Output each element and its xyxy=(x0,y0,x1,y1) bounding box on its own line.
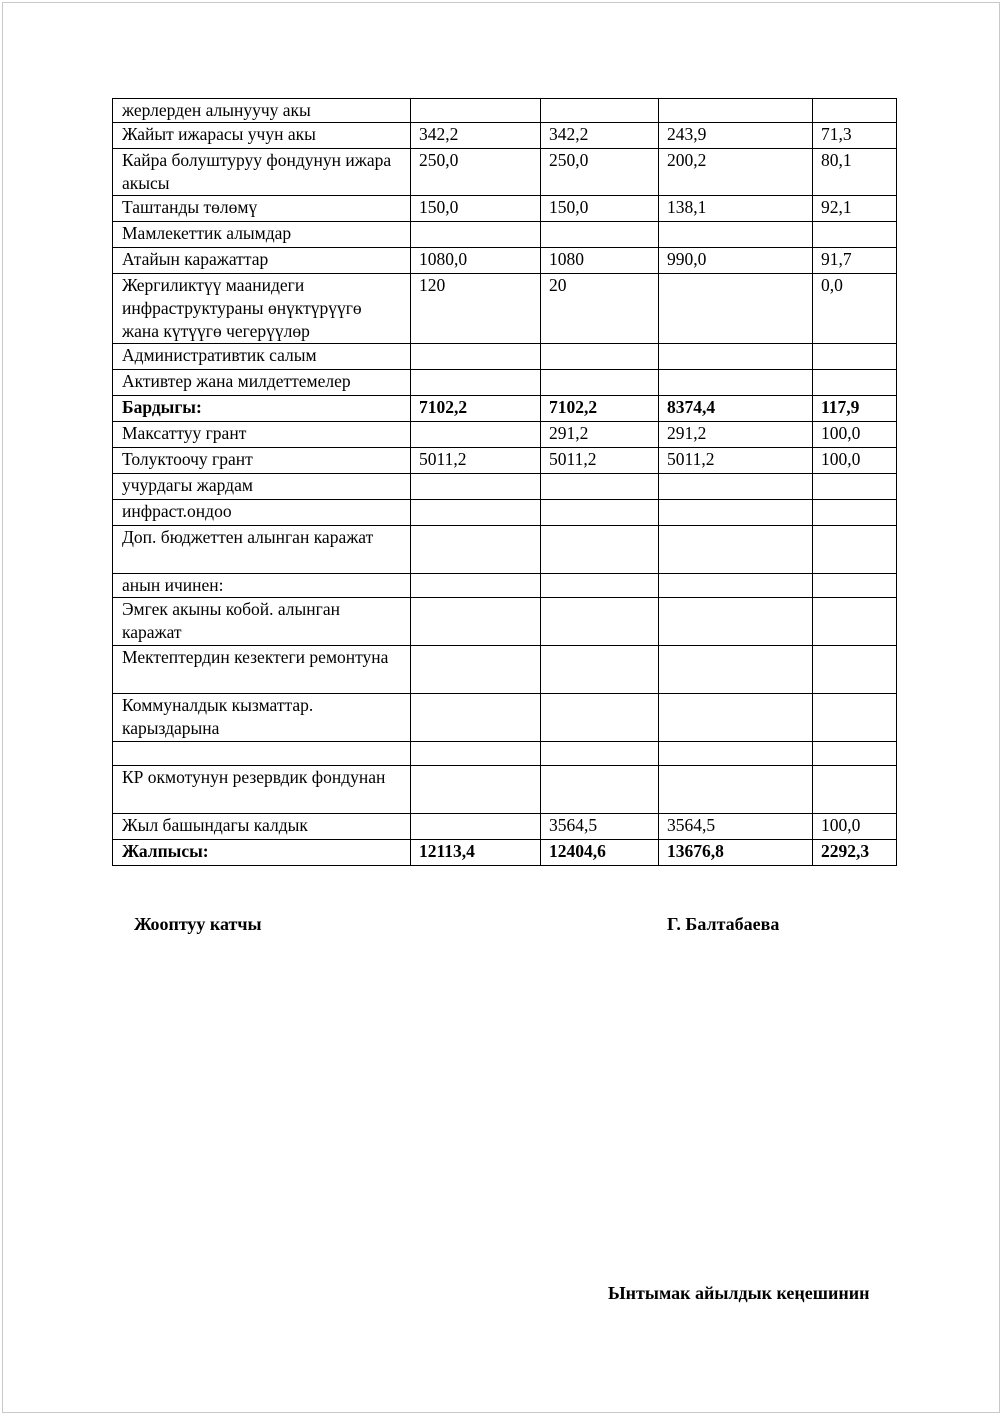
value-cell-3 xyxy=(659,222,813,248)
value-cell-1 xyxy=(411,222,541,248)
table-row xyxy=(113,149,897,196)
value-cell-1: 7102,2 xyxy=(411,396,541,422)
value-cell-2 xyxy=(541,574,659,598)
value-cell-2: 3564,5 xyxy=(541,814,659,840)
value-cell-1 xyxy=(411,814,541,840)
row-label: Доп. бюджеттен алынган каражат xyxy=(113,526,411,574)
value-cell-1 xyxy=(411,500,541,526)
value-cell-2: 291,2 xyxy=(541,422,659,448)
value-cell-4: 91,7 xyxy=(813,248,897,274)
value-cell-2 xyxy=(541,694,659,742)
row-label: Толуктоочу грант xyxy=(113,448,411,474)
value-cell-4 xyxy=(813,646,897,694)
table-row xyxy=(113,344,897,370)
table-row xyxy=(113,99,897,123)
table-row xyxy=(113,814,897,840)
value-cell-3 xyxy=(659,344,813,370)
table-row xyxy=(113,526,897,574)
row-label: КР окмотунун резервдик фондунан xyxy=(113,766,411,814)
signature-name: Г. Балтабаева xyxy=(667,914,780,934)
value-cell-1 xyxy=(411,344,541,370)
value-cell-2 xyxy=(541,99,659,123)
value-cell-1: 250,0 xyxy=(411,149,541,196)
value-cell-1 xyxy=(411,474,541,500)
row-label: Активтер жана милдеттемелер xyxy=(113,370,411,396)
value-cell-1 xyxy=(411,526,541,574)
row-label: учурдагы жардам xyxy=(113,474,411,500)
value-cell-1: 150,0 xyxy=(411,196,541,222)
table-row xyxy=(113,196,897,222)
row-label: Мамлекеттик алымдар xyxy=(113,222,411,248)
value-cell-4 xyxy=(813,474,897,500)
value-cell-2: 5011,2 xyxy=(541,448,659,474)
value-cell-1 xyxy=(411,598,541,646)
value-cell-2 xyxy=(541,766,659,814)
value-cell-4 xyxy=(813,344,897,370)
value-cell-1 xyxy=(411,694,541,742)
value-cell-2: 342,2 xyxy=(541,123,659,149)
table-row xyxy=(113,694,897,742)
value-cell-4: 100,0 xyxy=(813,448,897,474)
value-cell-1 xyxy=(411,422,541,448)
value-cell-3: 200,2 xyxy=(659,149,813,196)
signature-title: Жооптуу катчы xyxy=(134,914,262,934)
table-row xyxy=(113,274,897,344)
value-cell-4 xyxy=(813,370,897,396)
value-cell-3 xyxy=(659,646,813,694)
table-row xyxy=(113,474,897,500)
table-row xyxy=(113,248,897,274)
value-cell-4 xyxy=(813,222,897,248)
value-cell-2 xyxy=(541,370,659,396)
row-label: Бардыгы: xyxy=(113,396,411,422)
value-cell-4 xyxy=(813,574,897,598)
value-cell-4: 100,0 xyxy=(813,814,897,840)
value-cell-2: 20 xyxy=(541,274,659,344)
table-row xyxy=(113,123,897,149)
table-row xyxy=(113,448,897,474)
row-label: Максаттуу грант xyxy=(113,422,411,448)
value-cell-1 xyxy=(411,99,541,123)
budget-table-body xyxy=(113,99,897,866)
value-cell-3 xyxy=(659,274,813,344)
footer-text: Ынтымак айылдык кеңешинин xyxy=(608,1283,870,1303)
table-row xyxy=(113,646,897,694)
value-cell-3 xyxy=(659,474,813,500)
value-cell-2: 1080 xyxy=(541,248,659,274)
row-label: анын ичинен: xyxy=(113,574,411,598)
table-row xyxy=(113,742,897,766)
value-cell-2 xyxy=(541,526,659,574)
row-label: Таштанды төлөмү xyxy=(113,196,411,222)
value-cell-4 xyxy=(813,598,897,646)
value-cell-4 xyxy=(813,99,897,123)
value-cell-4: 100,0 xyxy=(813,422,897,448)
table-row xyxy=(113,840,897,866)
value-cell-4 xyxy=(813,526,897,574)
row-label: Кайра болуштуруу фондунун ижара акысы xyxy=(113,149,411,196)
value-cell-4: 92,1 xyxy=(813,196,897,222)
value-cell-3 xyxy=(659,766,813,814)
value-cell-2 xyxy=(541,742,659,766)
value-cell-2: 12404,6 xyxy=(541,840,659,866)
table-row xyxy=(113,222,897,248)
table-row xyxy=(113,422,897,448)
table-row xyxy=(113,574,897,598)
value-cell-4: 71,3 xyxy=(813,123,897,149)
row-label: Жайыт ижарасы учун акы xyxy=(113,123,411,149)
value-cell-3: 3564,5 xyxy=(659,814,813,840)
value-cell-4: 80,1 xyxy=(813,149,897,196)
value-cell-1: 342,2 xyxy=(411,123,541,149)
value-cell-3 xyxy=(659,99,813,123)
value-cell-2 xyxy=(541,222,659,248)
value-cell-3 xyxy=(659,574,813,598)
value-cell-4: 0,0 xyxy=(813,274,897,344)
row-label: Мектептердин кезектеги ремонтуна xyxy=(113,646,411,694)
value-cell-3: 13676,8 xyxy=(659,840,813,866)
value-cell-3: 990,0 xyxy=(659,248,813,274)
value-cell-2: 250,0 xyxy=(541,149,659,196)
value-cell-4 xyxy=(813,742,897,766)
row-label: инфраст.ондоо xyxy=(113,500,411,526)
row-label: Жыл башындагы калдык xyxy=(113,814,411,840)
table-row xyxy=(113,766,897,814)
table-row xyxy=(113,500,897,526)
value-cell-1 xyxy=(411,646,541,694)
row-label: Коммуналдык кызматтар. карыздарына xyxy=(113,694,411,742)
value-cell-4 xyxy=(813,500,897,526)
value-cell-2 xyxy=(541,344,659,370)
value-cell-2 xyxy=(541,474,659,500)
value-cell-3: 243,9 xyxy=(659,123,813,149)
row-label: Жалпысы: xyxy=(113,840,411,866)
value-cell-3: 138,1 xyxy=(659,196,813,222)
value-cell-2: 150,0 xyxy=(541,196,659,222)
value-cell-3 xyxy=(659,742,813,766)
value-cell-4 xyxy=(813,694,897,742)
value-cell-3: 291,2 xyxy=(659,422,813,448)
value-cell-1: 12113,4 xyxy=(411,840,541,866)
row-label: жерлерден алынуучу акы xyxy=(113,99,411,123)
value-cell-1: 1080,0 xyxy=(411,248,541,274)
value-cell-1: 120 xyxy=(411,274,541,344)
value-cell-1: 5011,2 xyxy=(411,448,541,474)
row-label: Атайын каражаттар xyxy=(113,248,411,274)
value-cell-3 xyxy=(659,370,813,396)
value-cell-2: 7102,2 xyxy=(541,396,659,422)
value-cell-4 xyxy=(813,766,897,814)
value-cell-1 xyxy=(411,370,541,396)
value-cell-3 xyxy=(659,598,813,646)
row-label xyxy=(113,742,411,766)
value-cell-3: 5011,2 xyxy=(659,448,813,474)
row-label: Административтик салым xyxy=(113,344,411,370)
table-row xyxy=(113,370,897,396)
value-cell-3 xyxy=(659,500,813,526)
value-cell-3 xyxy=(659,526,813,574)
value-cell-1 xyxy=(411,742,541,766)
value-cell-2 xyxy=(541,646,659,694)
value-cell-1 xyxy=(411,574,541,598)
row-label: Эмгек акыны кобой. алынган каражат xyxy=(113,598,411,646)
row-label: Жергиликтүү маанидеги инфраструктураны өнүктүрүүгө жана күтүүгө чегерүүлөр xyxy=(113,274,411,344)
value-cell-3: 8374,4 xyxy=(659,396,813,422)
table-row xyxy=(113,396,897,422)
budget-table xyxy=(112,98,897,866)
value-cell-2 xyxy=(541,500,659,526)
value-cell-2 xyxy=(541,598,659,646)
value-cell-4: 117,9 xyxy=(813,396,897,422)
table-row xyxy=(113,598,897,646)
value-cell-3 xyxy=(659,694,813,742)
value-cell-1 xyxy=(411,766,541,814)
value-cell-4: 2292,3 xyxy=(813,840,897,866)
